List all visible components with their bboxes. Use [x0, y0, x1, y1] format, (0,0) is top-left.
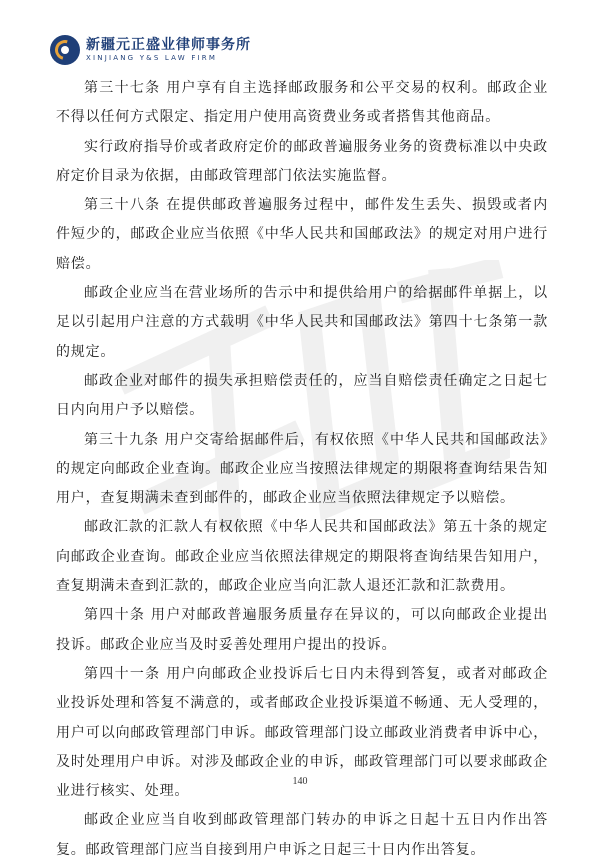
- firm-logo-icon: [50, 35, 80, 65]
- firm-name-en: XINJIANG Y&S LAW FIRM: [86, 54, 218, 62]
- paragraph: 邮政汇款的汇款人有权依照《中华人民共和国邮政法》第五十条的规定向邮政企业查询。邮政企业应当依照法律规定的期限将查询结果告知用户，查复期满未查到汇款的，邮政企业应当向汇款人退还汇款和汇款费用。: [56, 519, 548, 595]
- paragraph: 实行政府指导价或者政府定价的邮政普遍服务业务的资费标准以中央政府定价目录为依据，由邮政管理部门依法实施监督。: [56, 138, 548, 184]
- paragraph: 第三十七条 用户享有自主选择邮政服务和公平交易的权利。邮政企业不得以任何方式限定、指定用户使用高资费业务或者搭售其他商品。: [56, 80, 548, 126]
- paragraph: 邮政企业应当自收到邮政管理部门转办的申诉之日起十五日内作出答复。邮政管理部门应当自接到用户申诉之日起三十日内作出答复。: [56, 812, 548, 858]
- firm-name-block: [86, 38, 251, 62]
- paragraph: 第四十一条 用户向邮政企业投诉后七日内未得到答复，或者对邮政企业投诉处理和答复不满意的，或者邮政企业投诉渠道不畅通、无人受理的，用户可以向邮政管理部门申诉。邮政管理部门设立邮政业消费者申诉中心，及时处理用户申诉。对涉及邮政企业的申诉，邮政管理部门可以要求邮政企业进行核实、处理。: [56, 665, 548, 800]
- firm-name-cn: 新疆元正盛业律师事务所: [86, 37, 251, 53]
- paragraph: 第四十条 用户对邮政普遍服务质量存在异议的，可以向邮政企业提出投诉。邮政企业应当及时妥善处理用户提出的投诉。: [56, 607, 548, 653]
- letterhead: [50, 30, 251, 70]
- paragraph: 邮政企业对邮件的损失承担赔偿责任的，应当自赔偿责任确定之日起七日内向用户予以赔偿。: [56, 372, 548, 419]
- page-number: 140: [292, 776, 308, 787]
- paragraph: 邮政企业应当在营业场所的告示中和提供给用户的给据邮件单据上，以足以引起用户注意的方式载明《中华人民共和国邮政法》第四十七条第一款的规定。: [56, 285, 548, 360]
- paragraph: 第三十八条 在提供邮政普遍服务过程中，邮件发生丢失、损毁或者内件短少的，邮政企业应当依照《中华人民共和国邮政法》的规定对用户进行赔偿。: [56, 197, 548, 272]
- paragraph: 第三十九条 用户交寄给据邮件后，有权依照《中华人民共和国邮政法》的规定向邮政企业查询。邮政企业应当按照法律规定的期限将查询结果告知用户，查复期满未查到邮件的，邮政企业应当依照法律规定予以赔偿。: [56, 431, 548, 507]
- article-body: [56, 74, 548, 865]
